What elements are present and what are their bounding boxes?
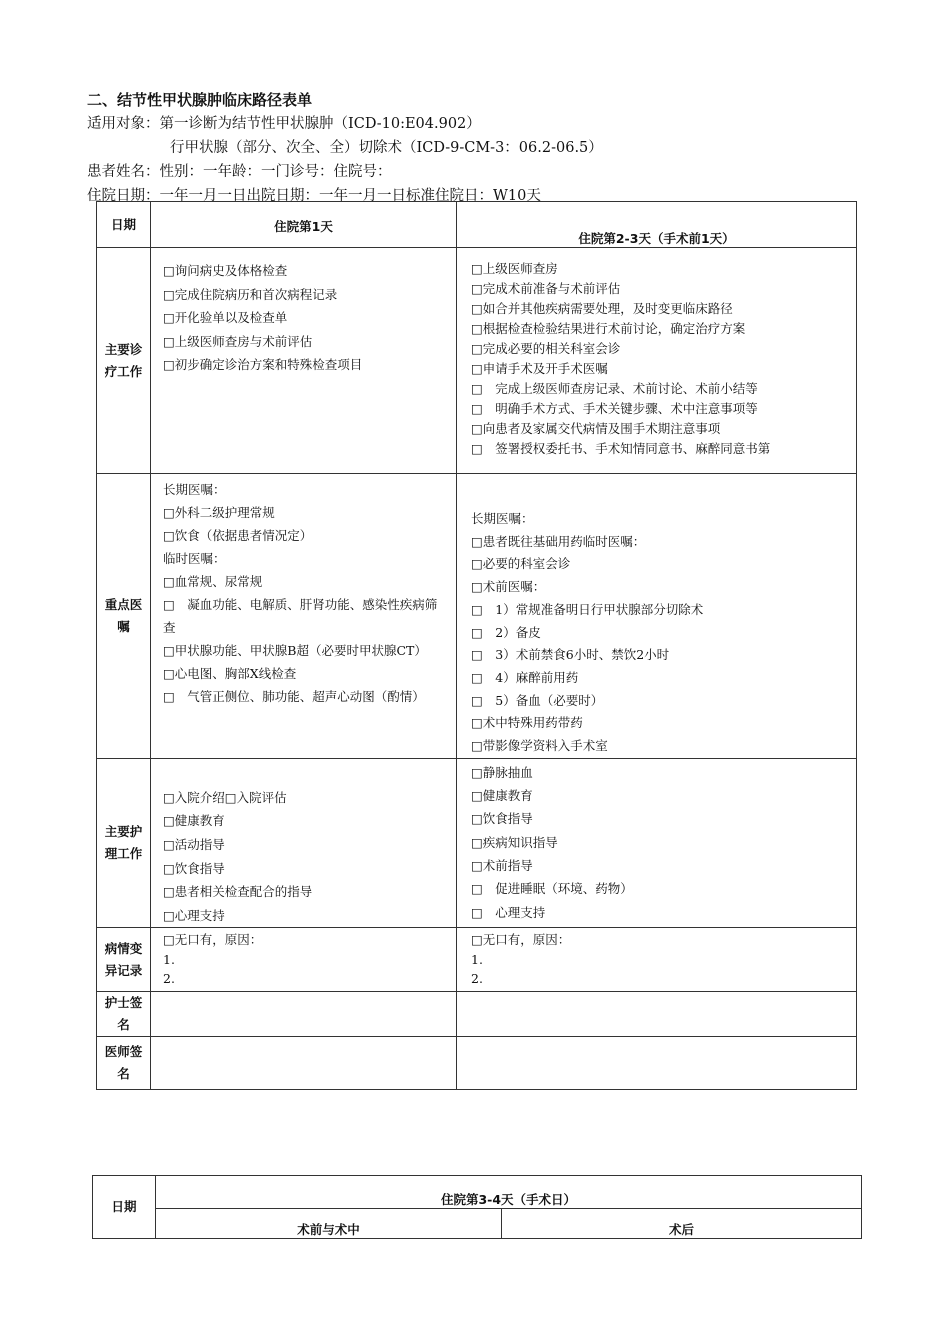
nursing-day1-item[interactable]: □心理支持 xyxy=(163,907,225,923)
variance-day2-item[interactable]: □无口有，原因： xyxy=(471,932,571,948)
variance-day2-item: 2. xyxy=(471,971,483,987)
orders-day1-item[interactable]: □ 气管正侧位、肺功能、超声心动图（酌情） xyxy=(163,689,425,704)
nursing-day2-item[interactable]: □ 心理支持 xyxy=(471,904,546,920)
orders-day2-item[interactable]: □必要的科室会诊 xyxy=(471,556,571,572)
treatment-day2-item[interactable]: □完成必要的相关科室会诊 xyxy=(471,341,621,356)
nursing-label: 主要护理工作 xyxy=(97,758,151,928)
treatment-day2-item[interactable]: □申请手术及开手术医嘱 xyxy=(471,361,608,376)
variance-row xyxy=(97,928,857,992)
treatment-day1-cell xyxy=(151,248,457,474)
variance-day1-list xyxy=(163,930,450,989)
treatment-day1-item[interactable]: □开化验单以及检查单 xyxy=(163,310,288,325)
pathway-table-day1-3 xyxy=(96,201,857,1090)
variance-day2-list xyxy=(471,930,850,989)
surgery-date-label: 日期 xyxy=(93,1176,156,1239)
variance-day2-item: 1. xyxy=(471,951,483,967)
nurse-sign-row xyxy=(97,992,857,1037)
nurse-sign-label: 护士签名 xyxy=(97,992,151,1037)
treatment-day2-item[interactable]: □根据检查检验结果进行术前讨论，确定治疗方案 xyxy=(471,321,746,336)
surgery-header-row xyxy=(93,1176,862,1209)
nursing-day2-item[interactable]: □疾病知识指导 xyxy=(471,834,558,850)
nurse-sign-day2[interactable] xyxy=(457,992,857,1037)
doctor-sign-label: 医师签名 xyxy=(97,1037,151,1090)
surgery-subheader-row xyxy=(93,1209,862,1239)
orders-row xyxy=(97,474,857,759)
nursing-day2-item[interactable]: □术前指导 xyxy=(471,857,533,873)
orders-day1-item[interactable]: □外科二级护理常规 xyxy=(163,505,275,520)
orders-day2-list xyxy=(471,508,850,758)
patient-info-line: 患者姓名：性别：一年龄：一门诊号：住院号： xyxy=(87,164,392,180)
orders-day1-list xyxy=(163,478,446,708)
treatment-day2-item[interactable]: □ 签署授权委托书、手术知情同意书、麻醉同意书第 xyxy=(471,441,771,456)
treatment-row xyxy=(97,248,857,474)
treatment-day2-item[interactable]: □向患者及家属交代病情及围手术期注意事项 xyxy=(471,421,721,436)
treatment-label: 主要诊疗工作 xyxy=(97,248,151,474)
doctor-sign-day1[interactable] xyxy=(151,1037,457,1090)
surgery-day-header: 住院第3-4天（手术日） xyxy=(156,1176,862,1209)
nursing-day1-item[interactable]: □健康教育 xyxy=(163,813,225,829)
treatment-day2-item[interactable]: □如合并其他疾病需要处理，及时变更临床路径 xyxy=(471,301,733,316)
orders-day1-item[interactable]: □甲状腺功能、甲状腺B超（必要时甲状腺CT） xyxy=(163,643,427,658)
doctor-sign-day2[interactable] xyxy=(457,1037,857,1090)
page-heading: 二、结节性甲状腺肿临床路径表单 xyxy=(87,91,313,109)
treatment-day2-item[interactable]: □ 明确手术方式、手术关键步骤、术中注意事项等 xyxy=(471,401,758,416)
orders-day2-item[interactable]: □ 3）术前禁食6小时、禁饮2小时 xyxy=(471,647,670,663)
nursing-day2-list xyxy=(471,761,850,924)
variance-day2-cell xyxy=(457,928,857,992)
orders-day2-item[interactable]: □带影像学资料入手术室 xyxy=(471,738,608,754)
nursing-row xyxy=(97,758,857,928)
day2-header: 住院第2-3天（手术前1天） xyxy=(457,202,857,248)
treatment-day2-item[interactable]: □ 完成上级医师查房记录、术前讨论、术前小结等 xyxy=(471,381,758,396)
variance-day1-item: 2. xyxy=(163,971,175,987)
admission-dates-line: 住院日期：一年一月一日出院日期：一年一月一日标准住院日：W10天 xyxy=(87,188,541,204)
treatment-day1-item[interactable]: □初步确定诊治方案和特殊检查项目 xyxy=(163,357,363,372)
orders-day2-item[interactable]: □ 4）麻醉前用药 xyxy=(471,669,579,685)
nursing-day2-item[interactable]: □ 促进睡眠（环境、药物） xyxy=(471,881,633,897)
nursing-day1-item[interactable]: □饮食指导 xyxy=(163,860,225,876)
pathway-table-surgery-day xyxy=(92,1175,862,1239)
treatment-day2-list xyxy=(471,259,850,459)
treatment-day1-item[interactable]: □上级医师查房与术前评估 xyxy=(163,333,313,349)
treatment-day1-item[interactable]: □完成住院病历和首次病程记录 xyxy=(163,286,338,302)
variance-day1-item: 1. xyxy=(163,951,175,967)
variance-day1-cell xyxy=(151,928,457,992)
orders-day1-cell xyxy=(151,474,457,759)
day1-header: 住院第1天 xyxy=(151,202,457,248)
orders-day2-item[interactable]: □术前医嘱： xyxy=(471,579,546,595)
doctor-sign-row xyxy=(97,1037,857,1090)
post-op-header: 术后 xyxy=(502,1209,862,1239)
orders-day1-item: 长期医嘱： xyxy=(163,482,226,497)
date-row xyxy=(97,202,857,248)
nursing-day1-list xyxy=(163,786,450,928)
orders-day1-item[interactable]: □血常规、尿常规 xyxy=(163,574,263,589)
treatment-day1-item[interactable]: □询问病史及体格检查 xyxy=(163,263,288,278)
surgery-line: 行甲状腺（部分、次全、全）切除术（ICD-9-CM-3：06.2-06.5） xyxy=(170,140,603,156)
nursing-day2-item[interactable]: □饮食指导 xyxy=(471,811,533,827)
nursing-day1-item[interactable]: □患者相关检查配合的指导 xyxy=(163,884,313,900)
nursing-day2-item[interactable]: □静脉抽血 xyxy=(471,764,533,780)
applicable-object-line: 适用对象：第一诊断为结节性甲状腺肿（ICD-10:E04.902） xyxy=(87,116,481,132)
treatment-day2-item[interactable]: □完成术前准备与术前评估 xyxy=(471,281,621,296)
variance-label: 病情变异记录 xyxy=(97,928,151,992)
pre-intra-op-header: 术前与术中 xyxy=(156,1209,502,1239)
orders-day2-item[interactable]: □术中特殊用药带药 xyxy=(471,715,583,731)
orders-day2-cell xyxy=(457,474,857,759)
nursing-day1-item[interactable]: □入院介绍□入院评估 xyxy=(163,789,287,805)
orders-day1-item[interactable]: □心电图、胸部X线检查 xyxy=(163,666,297,681)
orders-day2-item[interactable]: □ 5）备血（必要时） xyxy=(471,692,604,708)
nursing-day1-item[interactable]: □活动指导 xyxy=(163,836,225,852)
nurse-sign-day1[interactable] xyxy=(151,992,457,1037)
orders-day1-item[interactable]: □ 凝血功能、电解质、肝肾功能、感染性疾病筛查 xyxy=(163,597,438,635)
nursing-day2-cell xyxy=(457,758,857,928)
orders-day2-item[interactable]: □ 1）常规准备明日行甲状腺部分切除术 xyxy=(471,601,704,617)
nursing-day1-cell xyxy=(151,758,457,928)
orders-day1-item[interactable]: □饮食（依据患者情况定） xyxy=(163,528,313,543)
treatment-day1-list xyxy=(163,259,450,377)
orders-day1-item: 临时医嘱： xyxy=(163,551,226,566)
treatment-day2-cell xyxy=(457,248,857,474)
orders-day2-item[interactable]: □ 2）备皮 xyxy=(471,624,541,640)
date-label: 日期 xyxy=(97,202,151,248)
orders-day2-item: 长期医嘱： xyxy=(471,511,534,526)
variance-day1-item[interactable]: □无口有，原因： xyxy=(163,932,263,948)
treatment-day2-item[interactable]: □上级医师查房 xyxy=(471,261,558,276)
nursing-day2-item[interactable]: □健康教育 xyxy=(471,788,533,804)
orders-day2-item[interactable]: □患者既往基础用药临时医嘱： xyxy=(471,533,646,549)
orders-label: 重点医嘱 xyxy=(97,474,151,759)
